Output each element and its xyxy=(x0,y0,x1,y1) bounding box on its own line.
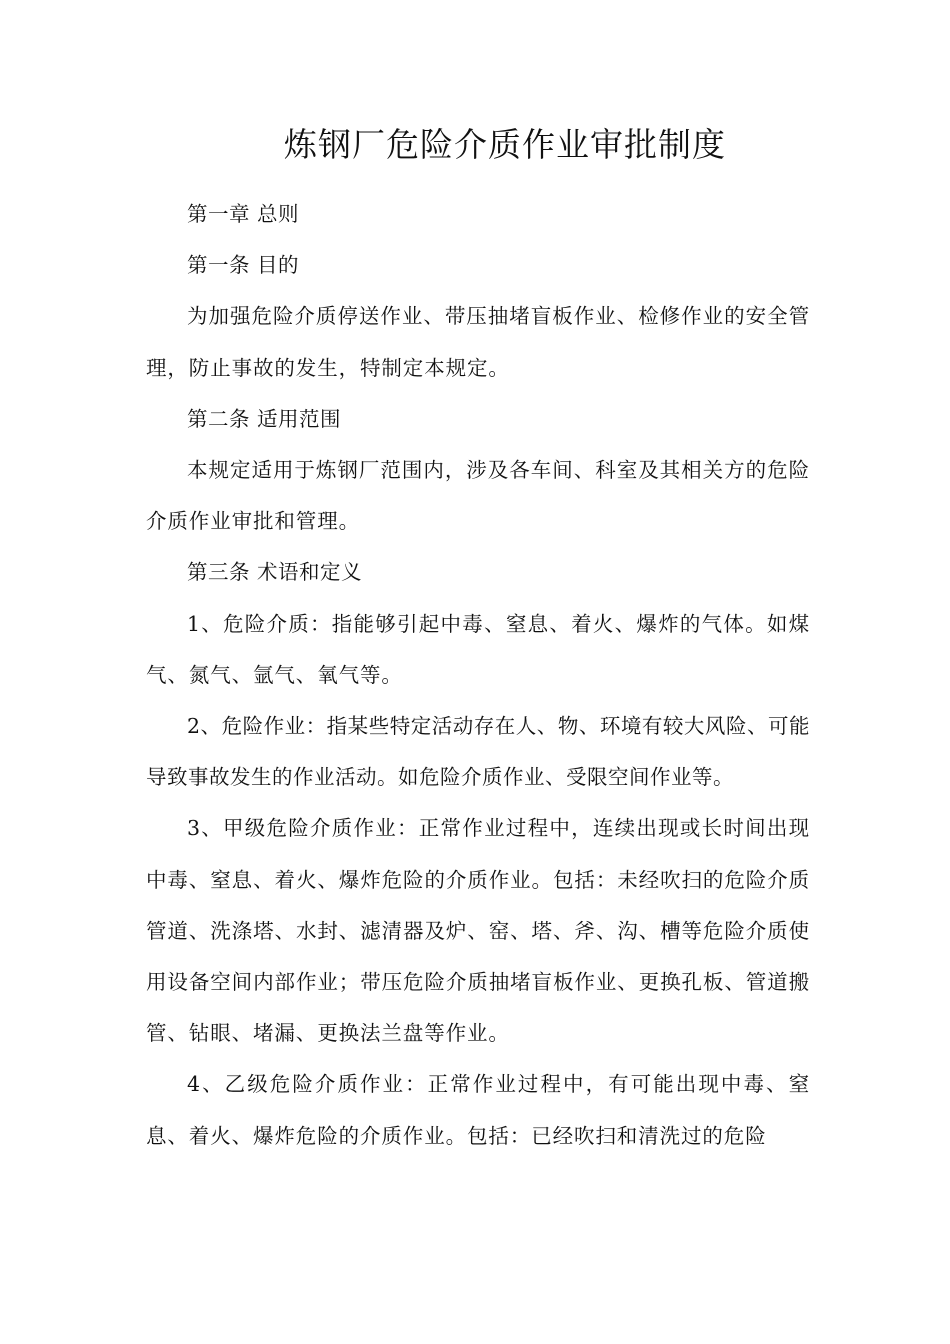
article-heading: 第一条 目的 xyxy=(187,253,300,278)
article-heading: 第三条 术语和定义 xyxy=(187,560,363,585)
article-heading: 第二条 适用范围 xyxy=(187,406,342,431)
paragraph: 为加强危险介质停送作业、带压抽堵盲板作业、检修作业的安全管理，防止事故的发生，特制定本规定。 xyxy=(146,304,810,380)
definition-item: 3、甲级危险介质作业：正常作业过程中，连续出现或长时间出现中毒、窒息、着火、爆炸危险的介质作业。包括：未经吹扫的危险介质管道、洗涤塔、水封、滤清器及炉、窑、塔、斧、沟、槽等危险介质使用设备空间内部作业；带压危险介质抽堵盲板作业、更换孔板、管道搬管、钻眼、堵漏、更换法兰盘等作业。 xyxy=(146,816,810,1046)
chapter-heading: 第一章 总则 xyxy=(187,202,300,226)
definition-item: 1、危险介质：指能够引起中毒、窒息、着火、爆炸的气体。如煤气、氮气、氩气、氧气等。 xyxy=(146,611,810,687)
definition-item: 4、乙级危险介质作业：正常作业过程中，有可能出现中毒、窒息、着火、爆炸危险的介质作业。包括：已经吹扫和清洗过的危险 xyxy=(146,1072,810,1148)
document-body xyxy=(146,189,810,1162)
definition-item: 2、危险作业：指某些特定活动存在人、物、环境有较大风险、可能导致事故发生的作业活动。如危险介质作业、受限空间作业等。 xyxy=(146,714,810,790)
paragraph: 本规定适用于炼钢厂范围内，涉及各车间、科室及其相关方的危险介质作业审批和管理。 xyxy=(146,458,810,534)
document-title: 炼钢厂危险介质作业审批制度 xyxy=(284,125,726,164)
